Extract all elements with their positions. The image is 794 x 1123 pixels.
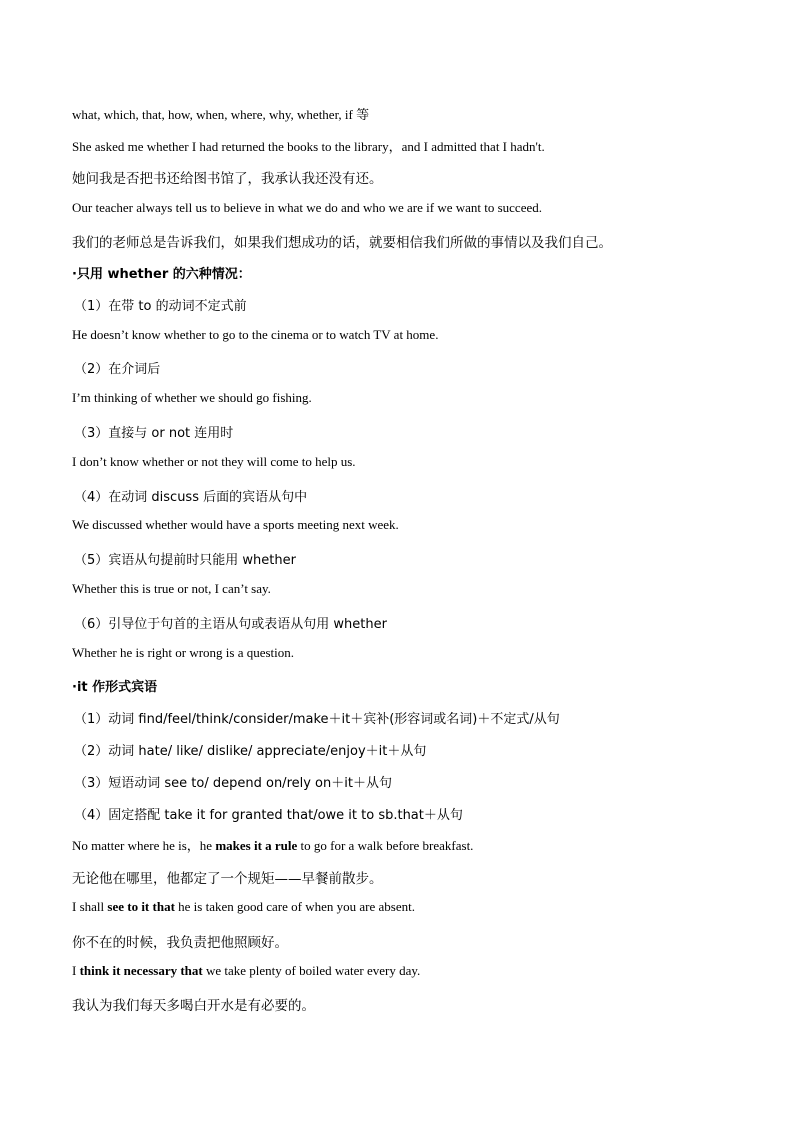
example-sentence: I don’t know whether or not they will come to help us. bbox=[72, 454, 356, 469]
rule-item: （1）动词 find/feel/think/consider/make＋it＋宾补(形容词或名词)＋不定式/从句 bbox=[74, 712, 560, 727]
rule-item: （3）直接与 or not 连用时 bbox=[74, 426, 234, 441]
rule-item: （3）短语动词 see to/ depend on/rely on＋it＋从句 bbox=[74, 776, 392, 791]
sentence-text: I bbox=[72, 963, 80, 978]
example-sentence bbox=[72, 835, 473, 854]
section-heading-it-object: ·it 作形式宾语 bbox=[72, 680, 158, 695]
rule-item: （6）引导位于句首的主语从句或表语从句用 whether bbox=[74, 617, 387, 632]
rule-item: （1）在带 to 的动词不定式前 bbox=[74, 299, 247, 314]
example-translation: 她问我是否把书还给图书馆了，我承认我还没有还。 bbox=[72, 171, 383, 187]
example-sentence: He doesn’t know whether to go to the cinema or to watch TV at home. bbox=[72, 327, 439, 342]
example-translation: 无论他在哪里，他都定了一个规矩——早餐前散步。 bbox=[72, 871, 383, 887]
example-sentence: Whether he is right or wrong is a question. bbox=[72, 645, 295, 660]
example-translation: 你不在的时候，我负责把他照顾好。 bbox=[72, 935, 288, 951]
example-sentence: I’m thinking of whether we should go fishing. bbox=[72, 390, 312, 405]
example-translation: 我认为我们每天多喝白开水是有必要的。 bbox=[72, 998, 315, 1014]
sentence-text: to go for a walk before breakfast. bbox=[297, 838, 474, 853]
example-sentence: Our teacher always tell us to believe in what we do and who we are if we want to succeed. bbox=[72, 200, 542, 215]
rule-item: （2）动词 hate/ like/ dislike/ appreciate/enjoy＋it＋从句 bbox=[74, 744, 427, 759]
sentence-text: No matter where he is，he bbox=[72, 838, 216, 853]
example-sentence: Whether this is true or not, I can’t say. bbox=[72, 581, 271, 596]
example-sentence bbox=[72, 899, 415, 915]
conjunction-list: what, which, that, how, when, where, why, whether, if 等 bbox=[72, 107, 370, 122]
section-heading-whether: ·只用 whether 的六种情况： bbox=[72, 267, 251, 282]
key-phrase: see to it that bbox=[107, 899, 175, 914]
example-sentence: She asked me whether I had returned the books to the library，and I admitted that I hadn't. bbox=[72, 139, 545, 154]
rule-item: （5）宾语从句提前时只能用 whether bbox=[74, 553, 296, 568]
rule-item: （2）在介词后 bbox=[74, 362, 161, 377]
rule-item: （4）固定搭配 take it for granted that/owe it to sb.that＋从句 bbox=[74, 808, 463, 823]
example-translation: 我们的老师总是告诉我们，如果我们想成功的话，就要相信我们所做的事情以及我们自己。 bbox=[72, 235, 612, 251]
sentence-text: we take plenty of boiled water every day. bbox=[202, 963, 421, 978]
example-sentence bbox=[72, 963, 420, 979]
example-sentence: We discussed whether would have a sports meeting next week. bbox=[72, 517, 399, 532]
sentence-text: he is taken good care of when you are absent. bbox=[174, 899, 415, 914]
key-phrase: think it necessary that bbox=[79, 963, 203, 978]
rule-item: （4）在动词 discuss 后面的宾语从句中 bbox=[74, 490, 308, 505]
sentence-text: I shall bbox=[72, 899, 108, 914]
key-phrase: makes it a rule bbox=[215, 838, 298, 853]
